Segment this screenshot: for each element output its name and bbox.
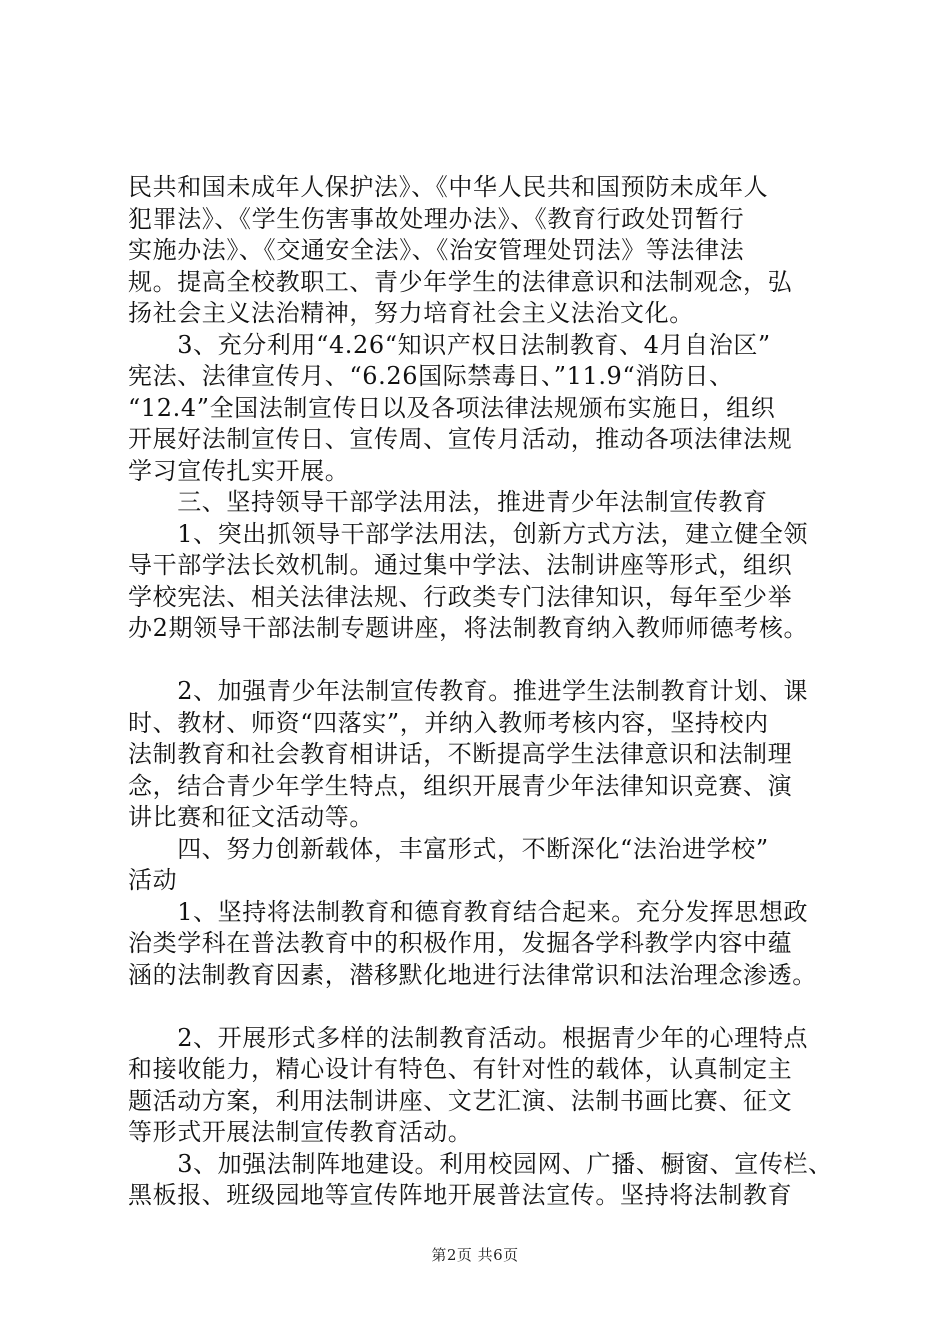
text-line: 法制教育和社会教育相讲话，不断提高学生法律意识和法制理 <box>128 740 793 768</box>
text-line: 三、坚持领导干部学法用法，推进青少年法制宣传教育 <box>128 488 768 516</box>
text-line: “12.4”全国法制宣传日以及各项法律法规颁布实施日，组织 <box>128 393 776 422</box>
text-line: 题活动方案，利用法制讲座、文艺汇演、法制书画比赛、征文 <box>128 1086 793 1115</box>
text-line: 讲比赛和征文活动等。 <box>128 803 374 831</box>
page-footer: 第2页 共6页 <box>431 1246 519 1264</box>
text-line: 3、加强法制阵地建设。利用校园网、广播、橱窗、宣传栏、 <box>128 1149 833 1178</box>
text-line: 黑板报、班级园地等宣传阵地开展普法宣传。坚持将法制教育 <box>128 1181 793 1209</box>
paragraph-gap <box>128 645 848 677</box>
text-line: 扬社会主义法治精神，努力培育社会主义法治文化。 <box>128 299 694 327</box>
text-line: 涵的法制教育因素，潜移默化地进行法律常识和法治理念渗透。 <box>128 960 817 989</box>
text-line: 四、努力创新载体，丰富形式，不断深化“法治进学校” <box>128 834 769 863</box>
text-line: 念，结合青少年学生特点，组织开展青少年法律知识竞赛、演 <box>128 771 793 800</box>
body-text <box>128 172 848 1212</box>
text-line: 活动 <box>128 866 178 894</box>
text-line: 2、加强青少年法制宣传教育。推进学生法制教育计划、课 <box>128 677 809 705</box>
text-line: 开展好法制宣传日、宣传周、宣传月活动，推动各项法律法规 <box>128 425 793 453</box>
text-line: 学习宣传扎实开展。 <box>128 456 350 485</box>
text-line: 时、教材、师资“四落实”，并纳入教师考核内容，坚持校内 <box>128 708 769 737</box>
paragraph-gap <box>128 991 848 1023</box>
text-line: 3、充分利用“4.26“知识产权日法制教育、4月自治区” <box>128 330 771 359</box>
text-line: 宪法、法律宣传月、“6.26国际禁毒日、”11.9“消防日、 <box>128 362 734 390</box>
text-line: 实施办法》、《交通安全法》、《治安管理处罚法》等法律法 <box>128 236 745 264</box>
text-line: 等形式开展法制宣传教育活动。 <box>128 1118 473 1146</box>
text-line: 规。提高全校教职工、青少年学生的法律意识和法制观念，弘 <box>128 267 793 296</box>
text-line: 2、开展形式多样的法制教育活动。根据青少年的心理特点 <box>128 1023 809 1052</box>
text-line: 民共和国未成年人保护法》、《中华人民共和国预防未成年人 <box>128 173 769 201</box>
text-line: 办2期领导干部法制专题讲座，将法制教育纳入教师师德考核。 <box>128 614 809 642</box>
text-line: 和接收能力，精心设计有特色、有针对性的载体，认真制定主 <box>128 1055 793 1083</box>
text-line: 1、坚持将法制教育和德育教育结合起来。充分发挥思想政 <box>128 897 809 926</box>
text-line: 导干部学法长效机制。通过集中学法、法制讲座等形式，组织 <box>128 551 793 579</box>
text-line: 犯罪法》、《学生伤害事故处理办法》、《教育行政处罚暂行 <box>128 204 745 233</box>
text-line: 学校宪法、相关法律法规、行政类专门法律知识，每年至少举 <box>128 582 793 611</box>
text-line: 1、突出抓领导干部学法用法，创新方式方法，建立健全领 <box>128 519 809 548</box>
text-line: 治类学科在普法教育中的积极作用，发掘各学科教学内容中蕴 <box>128 929 793 957</box>
